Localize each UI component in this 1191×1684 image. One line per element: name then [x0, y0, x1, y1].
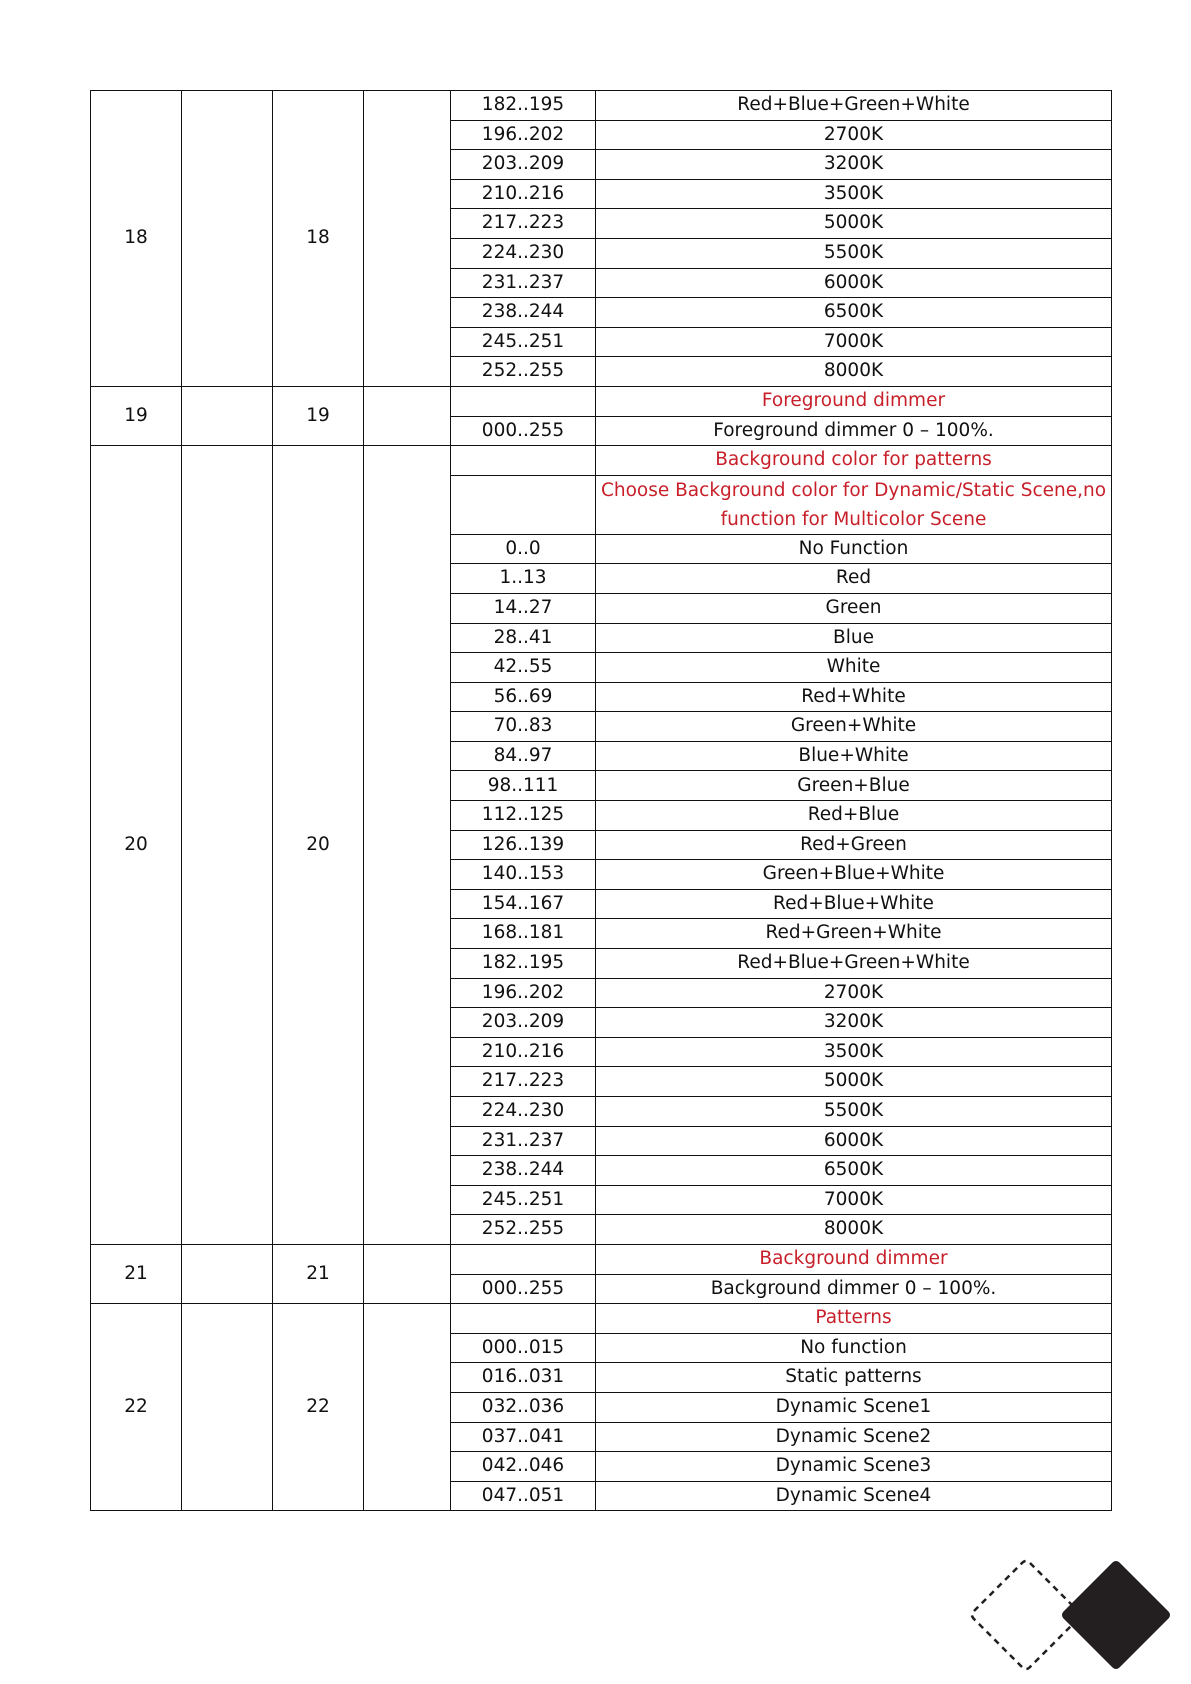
function-cell: Red+Blue+White	[596, 889, 1112, 919]
channel-number-cell: 20	[91, 446, 182, 1245]
function-cell: Static patterns	[596, 1363, 1112, 1393]
table-row	[91, 1244, 1112, 1274]
function-cell: 3200K	[596, 150, 1112, 180]
function-cell: Green+Blue+White	[596, 860, 1112, 890]
dmx-value-cell: 245..251	[451, 1185, 596, 1215]
channel-number-cell: 22	[273, 1304, 364, 1511]
table-row	[91, 386, 1112, 416]
function-cell: 8000K	[596, 1215, 1112, 1245]
dmx-value-cell: 016..031	[451, 1363, 596, 1393]
dmx-value-cell: 42..55	[451, 653, 596, 683]
function-cell: 7000K	[596, 327, 1112, 357]
dmx-value-cell: 210..216	[451, 179, 596, 209]
dmx-value-cell: 238..244	[451, 298, 596, 328]
function-cell: Dynamic Scene2	[596, 1422, 1112, 1452]
dmx-value-cell: 224..230	[451, 238, 596, 268]
function-cell: 3200K	[596, 1008, 1112, 1038]
dmx-value-cell: 14..27	[451, 593, 596, 623]
empty-cell	[364, 1304, 451, 1511]
dmx-value-cell: 210..216	[451, 1037, 596, 1067]
function-cell: Red	[596, 564, 1112, 594]
dmx-value-cell: 000..255	[451, 1274, 596, 1304]
dmx-value-cell: 112..125	[451, 801, 596, 831]
dmx-value-cell: 98..111	[451, 771, 596, 801]
function-cell: Background dimmer 0 – 100%.	[596, 1274, 1112, 1304]
dmx-value-cell	[451, 475, 596, 534]
function-cell: 5000K	[596, 209, 1112, 239]
diamond-logo-icon	[950, 1555, 1180, 1675]
dmx-value-cell: 231..237	[451, 1126, 596, 1156]
empty-cell	[364, 446, 451, 1245]
function-cell: Red+Green+White	[596, 919, 1112, 949]
dmx-value-cell	[451, 386, 596, 416]
dmx-value-cell: 032..036	[451, 1392, 596, 1422]
function-header-cell: Background dimmer	[596, 1244, 1112, 1274]
function-cell: Dynamic Scene1	[596, 1392, 1112, 1422]
empty-cell	[182, 91, 273, 387]
dmx-value-cell: 140..153	[451, 860, 596, 890]
dmx-value-cell: 245..251	[451, 327, 596, 357]
dmx-value-cell: 000..015	[451, 1333, 596, 1363]
dmx-value-cell: 217..223	[451, 209, 596, 239]
function-cell: Green+Blue	[596, 771, 1112, 801]
function-cell: 3500K	[596, 179, 1112, 209]
dmx-value-cell	[451, 446, 596, 476]
function-cell: 5500K	[596, 238, 1112, 268]
function-cell: Foreground dimmer 0 – 100%.	[596, 416, 1112, 446]
channel-number-cell: 21	[273, 1244, 364, 1303]
dmx-value-cell: 70..83	[451, 712, 596, 742]
dmx-value-cell: 84..97	[451, 741, 596, 771]
function-cell: 2700K	[596, 120, 1112, 150]
function-cell: Green+White	[596, 712, 1112, 742]
dmx-value-cell: 217..223	[451, 1067, 596, 1097]
empty-cell	[364, 1244, 451, 1303]
channel-number-cell: 20	[273, 446, 364, 1245]
dmx-value-cell: 037..041	[451, 1422, 596, 1452]
solid-diamond	[1062, 1561, 1170, 1669]
channel-number-cell: 18	[91, 91, 182, 387]
channel-number-cell: 18	[273, 91, 364, 387]
dmx-value-cell: 56..69	[451, 682, 596, 712]
empty-cell	[364, 386, 451, 445]
function-cell: Red+Blue+Green+White	[596, 91, 1112, 121]
function-cell: Blue+White	[596, 741, 1112, 771]
dmx-value-cell: 224..230	[451, 1097, 596, 1127]
dmx-value-cell: 252..255	[451, 1215, 596, 1245]
channel-number-cell: 19	[273, 386, 364, 445]
function-header-cell: Choose Background color for Dynamic/Static Scene,no function for Multicolor Scene	[596, 475, 1112, 534]
dmx-value-cell: 042..046	[451, 1452, 596, 1482]
function-cell: No function	[596, 1333, 1112, 1363]
dmx-value-cell: 203..209	[451, 150, 596, 180]
function-header-cell: Background color for patterns	[596, 446, 1112, 476]
dmx-value-cell: 196..202	[451, 120, 596, 150]
function-header-cell: Foreground dimmer	[596, 386, 1112, 416]
function-cell: Red+White	[596, 682, 1112, 712]
dmx-channel-table	[90, 90, 1112, 1511]
dmx-value-cell: 252..255	[451, 357, 596, 387]
dmx-value-cell: 196..202	[451, 978, 596, 1008]
dmx-value-cell: 047..051	[451, 1481, 596, 1511]
dmx-value-cell: 231..237	[451, 268, 596, 298]
function-cell: 6500K	[596, 298, 1112, 328]
table-row	[91, 1304, 1112, 1334]
function-cell: 7000K	[596, 1185, 1112, 1215]
dmx-value-cell: 154..167	[451, 889, 596, 919]
dmx-value-cell	[451, 1304, 596, 1334]
function-header-cell: Patterns	[596, 1304, 1112, 1334]
dmx-value-cell: 28..41	[451, 623, 596, 653]
dmx-value-cell: 238..244	[451, 1156, 596, 1186]
empty-cell	[182, 386, 273, 445]
dmx-value-cell	[451, 1244, 596, 1274]
function-cell: Blue	[596, 623, 1112, 653]
function-cell: 3500K	[596, 1037, 1112, 1067]
table-row	[91, 91, 1112, 121]
function-cell: 8000K	[596, 357, 1112, 387]
dmx-value-cell: 182..195	[451, 949, 596, 979]
dmx-value-cell: 203..209	[451, 1008, 596, 1038]
function-cell: 6500K	[596, 1156, 1112, 1186]
function-cell: Red+Green	[596, 830, 1112, 860]
dmx-value-cell: 168..181	[451, 919, 596, 949]
function-cell: 2700K	[596, 978, 1112, 1008]
dmx-table-body	[91, 91, 1112, 1511]
function-cell: Dynamic Scene4	[596, 1481, 1112, 1511]
channel-number-cell: 22	[91, 1304, 182, 1511]
empty-cell	[182, 1304, 273, 1511]
function-cell: Red+Blue	[596, 801, 1112, 831]
function-cell: 5000K	[596, 1067, 1112, 1097]
dmx-value-cell: 182..195	[451, 91, 596, 121]
empty-cell	[182, 446, 273, 1245]
function-cell: Red+Blue+Green+White	[596, 949, 1112, 979]
dmx-value-cell: 1..13	[451, 564, 596, 594]
function-cell: Dynamic Scene3	[596, 1452, 1112, 1482]
function-cell: No Function	[596, 534, 1112, 564]
dmx-value-cell: 126..139	[451, 830, 596, 860]
dmx-value-cell: 0..0	[451, 534, 596, 564]
empty-cell	[182, 1244, 273, 1303]
table-row	[91, 446, 1112, 476]
function-cell: 6000K	[596, 268, 1112, 298]
channel-number-cell: 19	[91, 386, 182, 445]
function-cell: Green	[596, 593, 1112, 623]
function-cell: White	[596, 653, 1112, 683]
channel-number-cell: 21	[91, 1244, 182, 1303]
empty-cell	[364, 91, 451, 387]
function-cell: 6000K	[596, 1126, 1112, 1156]
dmx-value-cell: 000..255	[451, 416, 596, 446]
function-cell: 5500K	[596, 1097, 1112, 1127]
